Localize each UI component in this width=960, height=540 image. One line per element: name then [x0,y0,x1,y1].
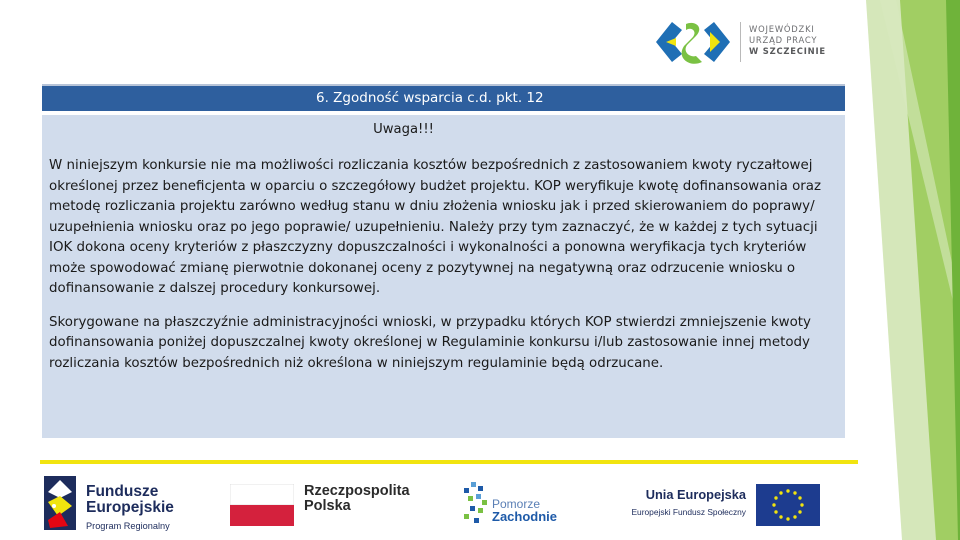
pomorze-zachodnie-logo [462,478,558,532]
pz-line-2: Zachodnie [492,509,558,524]
paragraph-2: Skorygowane na płaszczyźnie administracyjności wnioski, w przypadku których KOP stwierdzi zmniejszenie kwoty dofinansowania poniżej dopuszczalnej kwoty określonej w Regulaminie konkursu i/lub zastosowanie innej metody rozliczania kosztów bezpośrednich niż określona w niniejszym regulaminie będą odrzucane. [49,314,811,371]
footer-logos [0,468,960,540]
ue-line-1: Unia Europejska [645,487,746,502]
wup-name [749,24,826,57]
footer-divider [40,460,858,464]
polish-flag-icon [230,484,294,526]
content-body [42,115,845,438]
fe-line-3: Program Regionalny [86,521,170,531]
wup-line-1: WOJEWÓDZKI [749,24,815,34]
eu-flag-icon [756,484,820,526]
section-title: 6. Zgodność wsparcia c.d. pkt. 12 [42,84,845,111]
rzeczpospolita-polska-logo [230,483,410,530]
warning-label: Uwaga!!! [373,122,434,137]
rp-line-1: Rzeczpospolita [304,483,410,499]
fe-emblem-icon [44,476,76,530]
wup-line-3: W SZCZECINIE [749,46,826,56]
rp-line-2: Polska [304,498,351,514]
wup-line-2: URZĄD PRACY [749,35,818,45]
fe-line-2: Europejskie [86,499,174,516]
wup-emblem-icon [652,18,734,66]
ue-line-2: Europejski Fundusz Społeczny [631,507,746,517]
fundusze-europejskie-logo [44,476,174,534]
content-panel [42,84,845,438]
wup-logo [652,18,832,68]
fe-line-1: Fundusze [86,483,159,500]
paragraph-1: W niniejszym konkursie nie ma możliwości rozliczania kosztów bezpośrednich z zastosowaniem kwoty ryczałtowej określonej przez beneficjenta w oparciu o szczegółowy budżet projektu. KOP weryfikuje kwotę dofinansowania oraz metodę rozliczania projektu zarówno według stanu w dniu złożenia wniosku jak i przed skierowaniem do poprawy/ uzupełnienia wniosku oraz po jego poprawie/ uzupełnieniu. Należy przy tym zaznaczyć, że w każdej z tych sytuacji IOK dokona oceny kryteriów z płaszczyzny dopuszczalności i wykonalności a ponowna weryfikacja tych kryteriów może spowodować zmianę pierwotnie dokonanej oceny z pozytywnej na negatywną oraz odrzucenie wniosku o dofinansowanie z dalszej procedury konkursowej. [49,158,822,296]
pomorze-emblem-icon [462,478,490,528]
wup-divider [740,22,741,62]
pz-line-1: Pomorze [492,497,541,511]
